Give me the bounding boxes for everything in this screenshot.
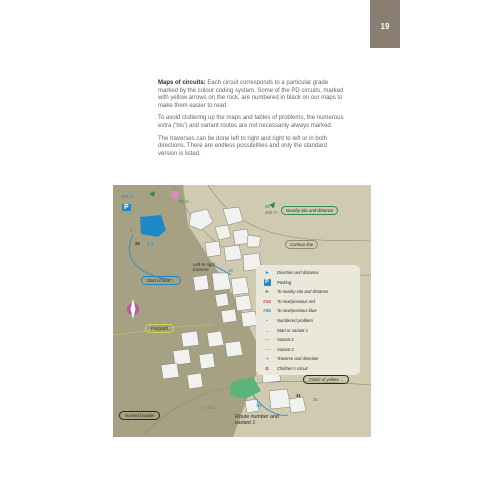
legend-item-label: Start or variant 1 bbox=[277, 327, 308, 333]
legend-item bbox=[260, 317, 313, 324]
map-label-nearby-distance-2: 400 m bbox=[265, 210, 277, 215]
map-label-nearby-site: Nearby site and distance bbox=[281, 206, 338, 215]
legend-item-icon: ➝ bbox=[265, 355, 269, 361]
map-label-distance-top: 85 m bbox=[179, 199, 189, 204]
circuit-map bbox=[113, 185, 371, 437]
map-label-number-20: 20 bbox=[135, 241, 140, 246]
map-label-traverse: Left-to-right traverse bbox=[193, 262, 215, 272]
legend-item-icon: - - bbox=[264, 337, 270, 343]
map-label-number-1: 1 bbox=[130, 228, 133, 233]
legend-item-label: To next/previous blue bbox=[277, 308, 317, 314]
legend-item-icon: ➤ bbox=[265, 288, 269, 294]
intro-paragraph-1 bbox=[158, 80, 344, 110]
map-label-le-trou: Le Trou bbox=[201, 405, 216, 410]
legend-item-label: Variant 2 bbox=[277, 337, 294, 343]
legend-item bbox=[260, 298, 315, 305]
legend-item-icon bbox=[260, 279, 274, 286]
legend-item bbox=[260, 365, 308, 372]
map-label-named-boulder: Named boulder bbox=[119, 411, 160, 420]
legend-item bbox=[260, 327, 308, 334]
legend-item bbox=[260, 355, 318, 362]
map-label-number-30: 30 bbox=[256, 403, 261, 408]
legend-item-label: Children’s circuit bbox=[277, 366, 308, 371]
green-arrow-top bbox=[149, 191, 155, 197]
parking-icon: P bbox=[124, 204, 129, 211]
map-label-route-number: Route number and variant 1 bbox=[235, 414, 279, 426]
legend-item-label: Direction and distance bbox=[277, 270, 319, 275]
blue-boulder bbox=[140, 215, 166, 237]
legend-item-label: Numbered problem bbox=[277, 318, 313, 323]
intro-paragraph-2: To avoid cluttering up the maps and tables of problems, the numerous extra (‘bis’) and variant routes are not necessarily always marked. bbox=[158, 115, 344, 129]
page-number-tab bbox=[370, 0, 400, 48]
map-label-start-blue: Start of blue ... bbox=[141, 276, 181, 285]
map-legend bbox=[256, 265, 360, 375]
legend-item-label: Variant 3 bbox=[277, 346, 294, 352]
legend-item bbox=[260, 279, 291, 286]
parking-icon: P bbox=[265, 278, 269, 285]
compass-needle bbox=[131, 299, 136, 319]
map-label-nearby-distance-1: 91 Y bbox=[265, 204, 274, 209]
legend-item-icon: #26 bbox=[263, 308, 271, 314]
legend-item-icon: #14 bbox=[263, 298, 271, 304]
map-label-footpath: Footpath bbox=[145, 324, 174, 333]
legend-item-label: Parking bbox=[277, 279, 292, 285]
intro-text bbox=[158, 80, 344, 163]
legend-item bbox=[260, 269, 318, 276]
legend-item bbox=[260, 307, 317, 314]
legend-item-icon: ✿ bbox=[265, 365, 269, 371]
map-label-finish-yellow: Finish of yellow ... bbox=[303, 375, 349, 384]
legend-item-label: To nearby site and distance bbox=[277, 289, 329, 295]
map-label-number-31: 31 bbox=[296, 393, 301, 398]
legend-item-label: To next/previous red bbox=[277, 298, 315, 304]
legend-item-icon: • bbox=[266, 318, 268, 323]
map-label-number-16: 16 bbox=[228, 268, 233, 273]
legend-item-icon: ➤ bbox=[265, 269, 269, 275]
intro-paragraph-3: The traverses can be done left to right and right to left or in both directions. There are endless possibilities and only the standard version is listed. bbox=[158, 135, 328, 157]
legend-item bbox=[260, 336, 294, 343]
map-label-number-36: 36 bbox=[313, 397, 318, 402]
map-label-contour-line: Contour line bbox=[285, 240, 318, 249]
legend-item bbox=[260, 346, 294, 353]
map-label-number-23: 2 3 bbox=[147, 241, 153, 246]
legend-item bbox=[260, 288, 328, 295]
intro-paragraph-1-text: Each circuit corresponds to a particular grade marked by the colour coding system. Some of the PD circuits, marked with yellow arrows on the rock, are numbered in black on our maps to make them easier to read. bbox=[158, 80, 344, 109]
legend-item-label: Traverse and direction bbox=[277, 356, 319, 362]
intro-heading: Maps of circuits: bbox=[158, 80, 206, 86]
children-circuit-marker bbox=[171, 191, 179, 199]
map-label-distance-left: 300 m bbox=[121, 194, 133, 199]
legend-item-icon: → bbox=[264, 327, 270, 333]
legend-item-icon: ····· bbox=[263, 346, 271, 352]
page-number: 19 bbox=[380, 22, 390, 31]
